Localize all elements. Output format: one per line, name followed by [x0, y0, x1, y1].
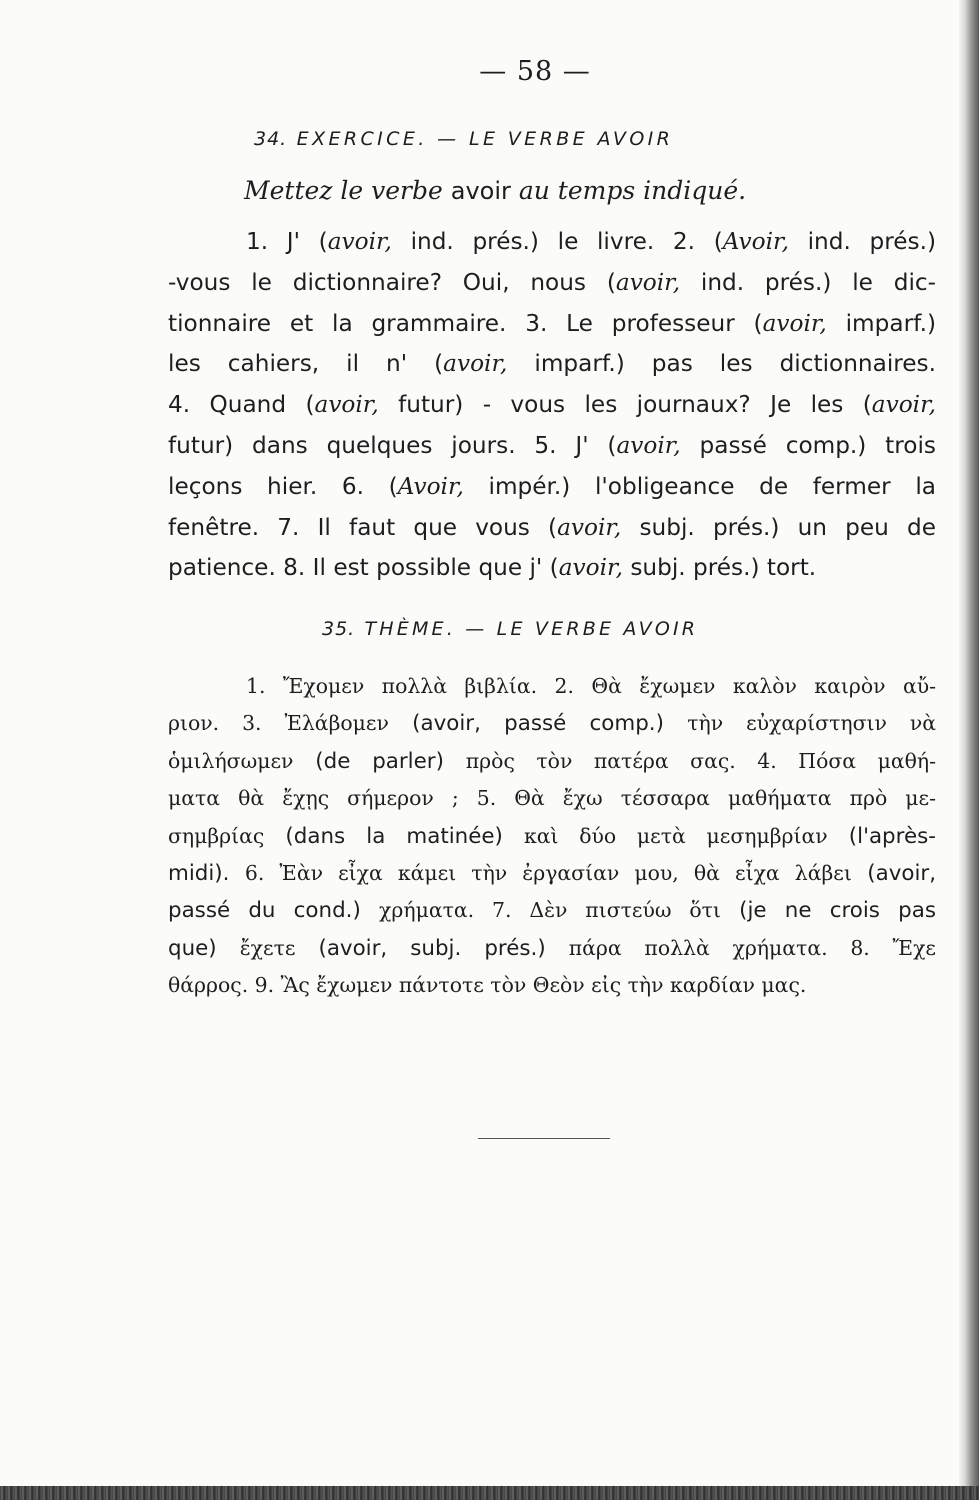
theme-line: passé du cond.) χρήματα. 7. Δὲν πιστεύω ὅτι (je ne crois pas	[168, 898, 936, 924]
theme-heading-number: 35.	[322, 618, 356, 640]
scan-edge-shadow	[959, 0, 979, 1500]
theme-line: ριον. 3. Ἐλάβομεν (avoir, passé comp.) τὴν εὐχαρίστησιν νὰ	[168, 711, 936, 737]
theme-line: θάρρος. 9. Ἂς ἔχωμεν πάντοτε τὸν Θεὸν εἰς τὴν καρδίαν μας.	[168, 973, 807, 998]
theme-line: σημβρίας (dans la matinée) καὶ δύο μετὰ μεσημβρίαν (l'après-	[168, 823, 936, 849]
exercise-line: fenêtre. 7. Il faut que vous (avoir, subj. prés.) un peu de	[168, 513, 936, 541]
theme-line: ὁμιλήσωμεν (de parler) πρὸς τὸν πατέρα σας. 4. Πόσα μαθή-	[168, 748, 936, 774]
exercise-line: tionnaire et la grammaire. 3. Le professeur (avoir, imparf.)	[168, 309, 936, 337]
exercise-line: -vous le dictionnaire? Oui, nous (avoir, ind. prés.) le dic-	[168, 268, 937, 296]
exercise-line: 1. J' (avoir, ind. prés.) le livre. 2. (Avoir, ind. prés.)	[246, 228, 936, 255]
exercise-heading-number: 34.	[254, 128, 288, 150]
theme-text	[168, 668, 936, 1005]
exercise-line: les cahiers, il n' (avoir, imparf.) pas les dictionnaires.	[168, 350, 937, 378]
theme-heading-title: THÈME. — LE VERBE AVOIR	[364, 618, 699, 640]
theme-heading	[322, 618, 698, 640]
instruction-verb: avoir	[450, 177, 511, 205]
exercise-instruction	[244, 176, 746, 205]
page-number: — 58 —	[479, 56, 591, 87]
exercise-line: 4. Quand (avoir, futur) - vous les journaux? Je les (avoir,	[168, 391, 937, 419]
instruction-part-1: Mettez le verbe	[244, 176, 443, 205]
instruction-part-2: au temps indiqué.	[518, 176, 747, 205]
exercise-line: patience. 8. Il est possible que j' (avoir, subj. prés.) tort.	[168, 554, 817, 582]
theme-line: midi). 6. Ἐὰν εἶχα κάμει τὴν ἐργασίαν μου, θὰ εἶχα λάβει (avoir,	[168, 861, 936, 887]
theme-line: ματα θὰ ἔχῃς σήμερον ; 5. Θὰ ἔχω τέσσαρα μαθήματα πρὸ με-	[168, 786, 936, 811]
section-divider	[478, 1138, 610, 1139]
exercise-text	[168, 222, 936, 589]
theme-line: 1. Ἔχομεν πολλὰ βιβλία. 2. Θὰ ἔχωμεν καλὸν καιρὸν αὔ-	[246, 674, 936, 698]
exercise-line: futur) dans quelques jours. 5. J' (avoir, passé comp.) trois	[168, 431, 937, 459]
exercise-heading	[254, 128, 673, 150]
exercise-line: leçons hier. 6. (Avoir, impér.) l'obligeance de fermer la	[168, 472, 936, 500]
theme-line: que) ἔχετε (avoir, subj. prés.) πάρα πολλὰ χρήματα. 8. Ἔχε	[168, 935, 936, 961]
exercise-heading-title: EXERCICE. — LE VERBE AVOIR	[296, 128, 674, 150]
scan-edge-bottom	[0, 1486, 979, 1500]
